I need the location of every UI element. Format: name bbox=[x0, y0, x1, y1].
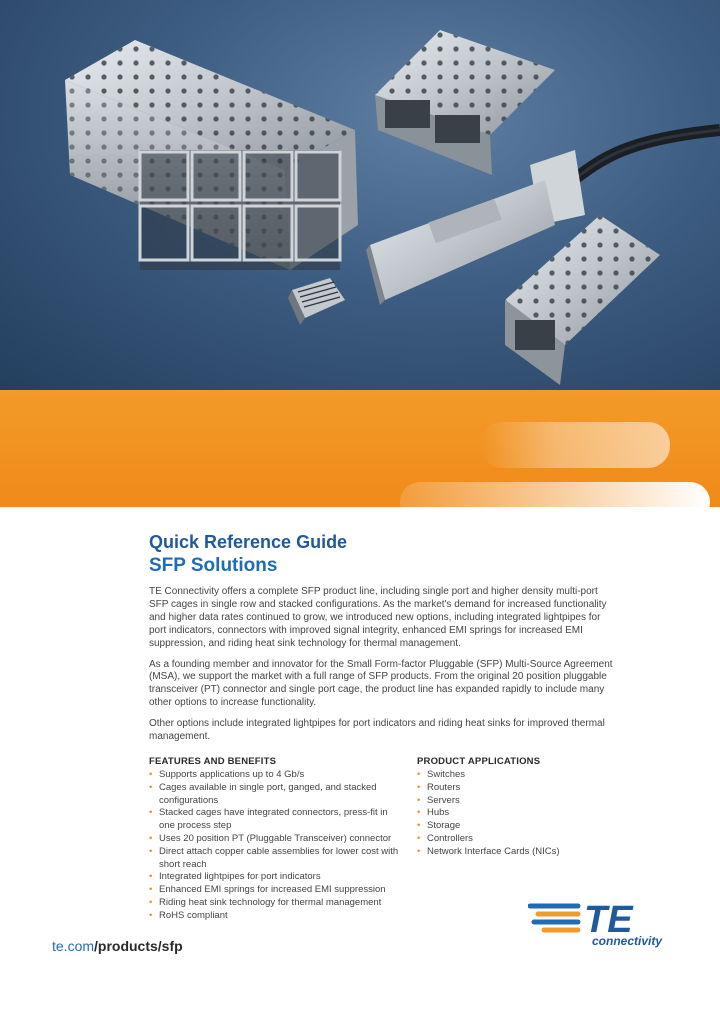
applications-column bbox=[417, 756, 607, 859]
intro-paragraph: TE Connectivity offers a complete SFP product line, including single port and higher density multi-port SFP cages in single row and stacked configurations. As the market's demand for increased functionality and higher data rates continued to grow, we introduced new options, including integrated lightpipes for port indicators, connectors with improved signal integrity, enhanced EMI springs for increased EMI suppression, and riding heat sink technology for thermal management. bbox=[149, 586, 607, 649]
te-logo-mark bbox=[528, 896, 678, 936]
list-item: • Stacked cages have integrated connectors, press-fit in one process step bbox=[149, 807, 404, 833]
features-column bbox=[149, 756, 404, 923]
list-item: • Enhanced EMI springs for increased EMI suppression bbox=[149, 884, 404, 897]
logo-letters: TE bbox=[584, 899, 633, 936]
product-illustration bbox=[0, 0, 720, 390]
stacked-cage bbox=[65, 40, 358, 270]
decorative-pill bbox=[480, 422, 670, 468]
applications-list bbox=[417, 769, 607, 859]
single-port-cage bbox=[505, 215, 660, 385]
page-subtitle: SFP Solutions bbox=[149, 555, 278, 576]
list-item: • Routers bbox=[417, 782, 607, 795]
list-item: • Network Interface Cards (NICs) bbox=[417, 846, 607, 859]
intro-section bbox=[149, 530, 619, 752]
url-path: /products/sfp bbox=[94, 938, 183, 954]
list-item: • Integrated lightpipes for port indicators bbox=[149, 871, 404, 884]
ganged-cage bbox=[375, 30, 555, 175]
list-item: • Uses 20 position PT (Pluggable Transceiver) connector bbox=[149, 833, 404, 846]
features-heading: FEATURES AND BENEFITS bbox=[149, 756, 277, 767]
list-item: • Cages available in single port, ganged, and stacked configurations bbox=[149, 782, 404, 808]
list-item: • Direct attach copper cable assemblies for lower cost with short reach bbox=[149, 846, 404, 872]
features-list bbox=[149, 769, 404, 923]
product-url-link[interactable] bbox=[52, 938, 183, 954]
logo-swoosh-stripes bbox=[530, 906, 578, 930]
url-domain: te.com bbox=[52, 938, 95, 954]
list-item: • Switches bbox=[417, 769, 607, 782]
list-item: • Supports applications up to 4 Gb/s bbox=[149, 769, 404, 782]
intro-paragraph: As a founding member and innovator for the Small Form-factor Pluggable (SFP) Multi-Source Agreement (MSA), we support the market with a full range of SFP products. From the original 20 position pluggable transceiver (PT) connector and single port cage, the product line has expanded rapidly to include many other options to increase functionality. bbox=[149, 658, 613, 709]
pt-connector bbox=[288, 278, 345, 325]
list-item: • RoHS compliant bbox=[149, 910, 404, 923]
list-item: • Controllers bbox=[417, 833, 607, 846]
list-item: • Storage bbox=[417, 820, 607, 833]
intro-paragraph: Other options include integrated lightpipes for port indicators and riding heat sinks for improved thermal management. bbox=[149, 718, 605, 743]
decorative-pill bbox=[400, 482, 710, 507]
applications-heading: PRODUCT APPLICATIONS bbox=[417, 756, 541, 767]
logo-wordmark: connectivity bbox=[592, 934, 663, 948]
list-item: • Riding heat sink technology for thermal management bbox=[149, 897, 404, 910]
orange-accent-band bbox=[0, 390, 720, 507]
te-connectivity-logo bbox=[528, 896, 678, 958]
list-item: • Servers bbox=[417, 795, 607, 808]
list-item: • Hubs bbox=[417, 807, 607, 820]
page-title: Quick Reference Guide bbox=[149, 532, 348, 552]
hero-product-photo bbox=[0, 0, 720, 390]
